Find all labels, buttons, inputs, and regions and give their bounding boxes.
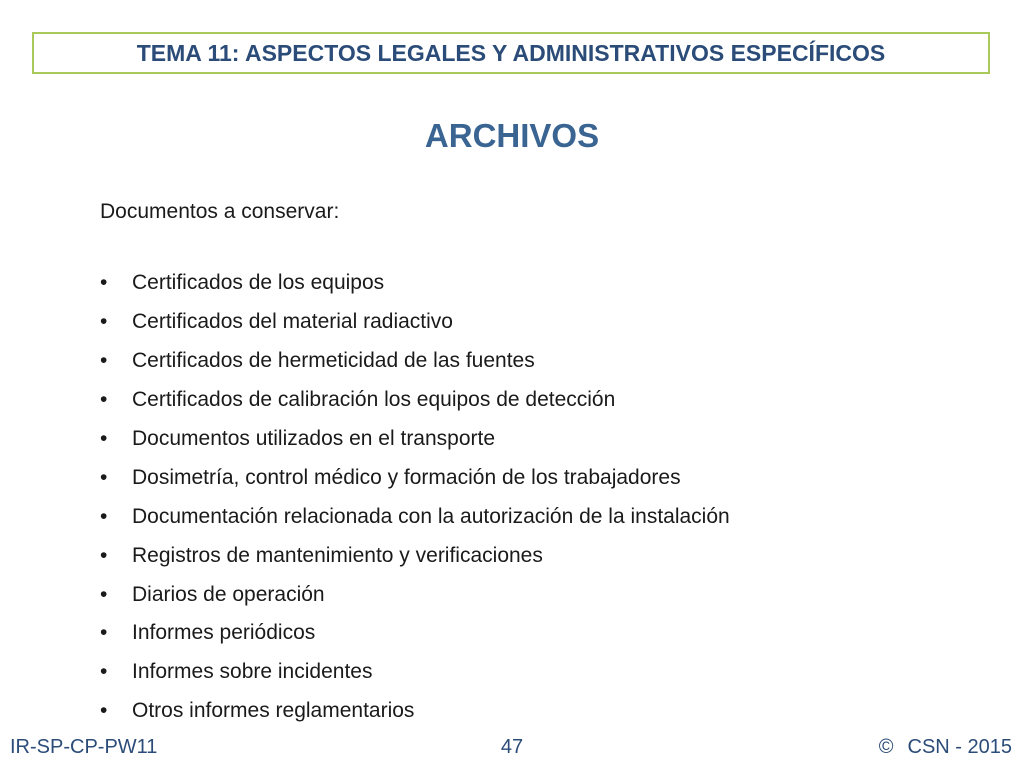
list-item-text: Certificados de los equipos — [132, 271, 385, 295]
list-item-text: Certificados del material radiactivo — [132, 310, 453, 334]
list-item-text: Registros de mantenimiento y verificaciones — [132, 543, 543, 567]
footer-code: IR-SP-CP-PW11 — [10, 736, 158, 758]
bullet-icon: • — [100, 271, 108, 295]
bullet-icon: • — [100, 699, 108, 723]
slide-title-box — [32, 32, 990, 74]
list-item — [100, 536, 730, 575]
list-item-text: Diarios de operación — [132, 582, 325, 606]
footer-copyright — [879, 736, 1012, 759]
bullet-icon: • — [100, 621, 108, 645]
list-item — [100, 342, 730, 381]
bullet-icon: • — [100, 543, 108, 567]
list-item-text: Informes periódicos — [132, 621, 316, 645]
page-number: 47 — [500, 736, 524, 758]
intro-text: Documentos a conservar: — [100, 200, 340, 223]
list-item-text: Informes sobre incidentes — [132, 660, 373, 684]
bullet-icon: • — [100, 660, 108, 684]
list-item-text: Documentos utilizados en el transporte — [132, 427, 496, 450]
list-item-text: Certificados de hermeticidad de las fuentes — [132, 349, 535, 373]
list-item — [100, 614, 730, 653]
bullet-icon: • — [100, 310, 108, 334]
section-heading: ARCHIVOS — [424, 117, 600, 154]
copyright-icon: © — [878, 736, 894, 758]
list-item — [100, 575, 730, 614]
list-item-text: Certificados de calibración los equipos de detección — [132, 388, 616, 412]
list-item-text: Otros informes reglamentarios — [132, 699, 415, 723]
list-item — [100, 264, 730, 303]
slide-title: TEMA 11: ASPECTOS LEGALES Y ADMINISTRATIVOS ESPECÍFICOS — [136, 39, 886, 66]
list-item — [100, 692, 730, 731]
bullet-icon: • — [100, 388, 108, 412]
list-item-text: Dosimetría, control médico y formación de los trabajadores — [132, 465, 681, 489]
bullet-icon: • — [100, 465, 108, 489]
list-item — [100, 497, 730, 536]
document-list — [100, 264, 730, 731]
bullet-icon: • — [100, 427, 108, 450]
list-item-text: Documentación relacionada con la autorización de la instalación — [132, 504, 730, 528]
list-item — [100, 303, 730, 342]
list-item — [100, 381, 730, 420]
list-item — [100, 458, 730, 497]
list-item — [100, 420, 730, 459]
list-item — [100, 653, 730, 692]
bullet-icon: • — [100, 504, 108, 528]
copyright-text: CSN - 2015 — [907, 736, 1012, 758]
bullet-icon: • — [100, 349, 108, 373]
bullet-icon: • — [100, 582, 108, 606]
